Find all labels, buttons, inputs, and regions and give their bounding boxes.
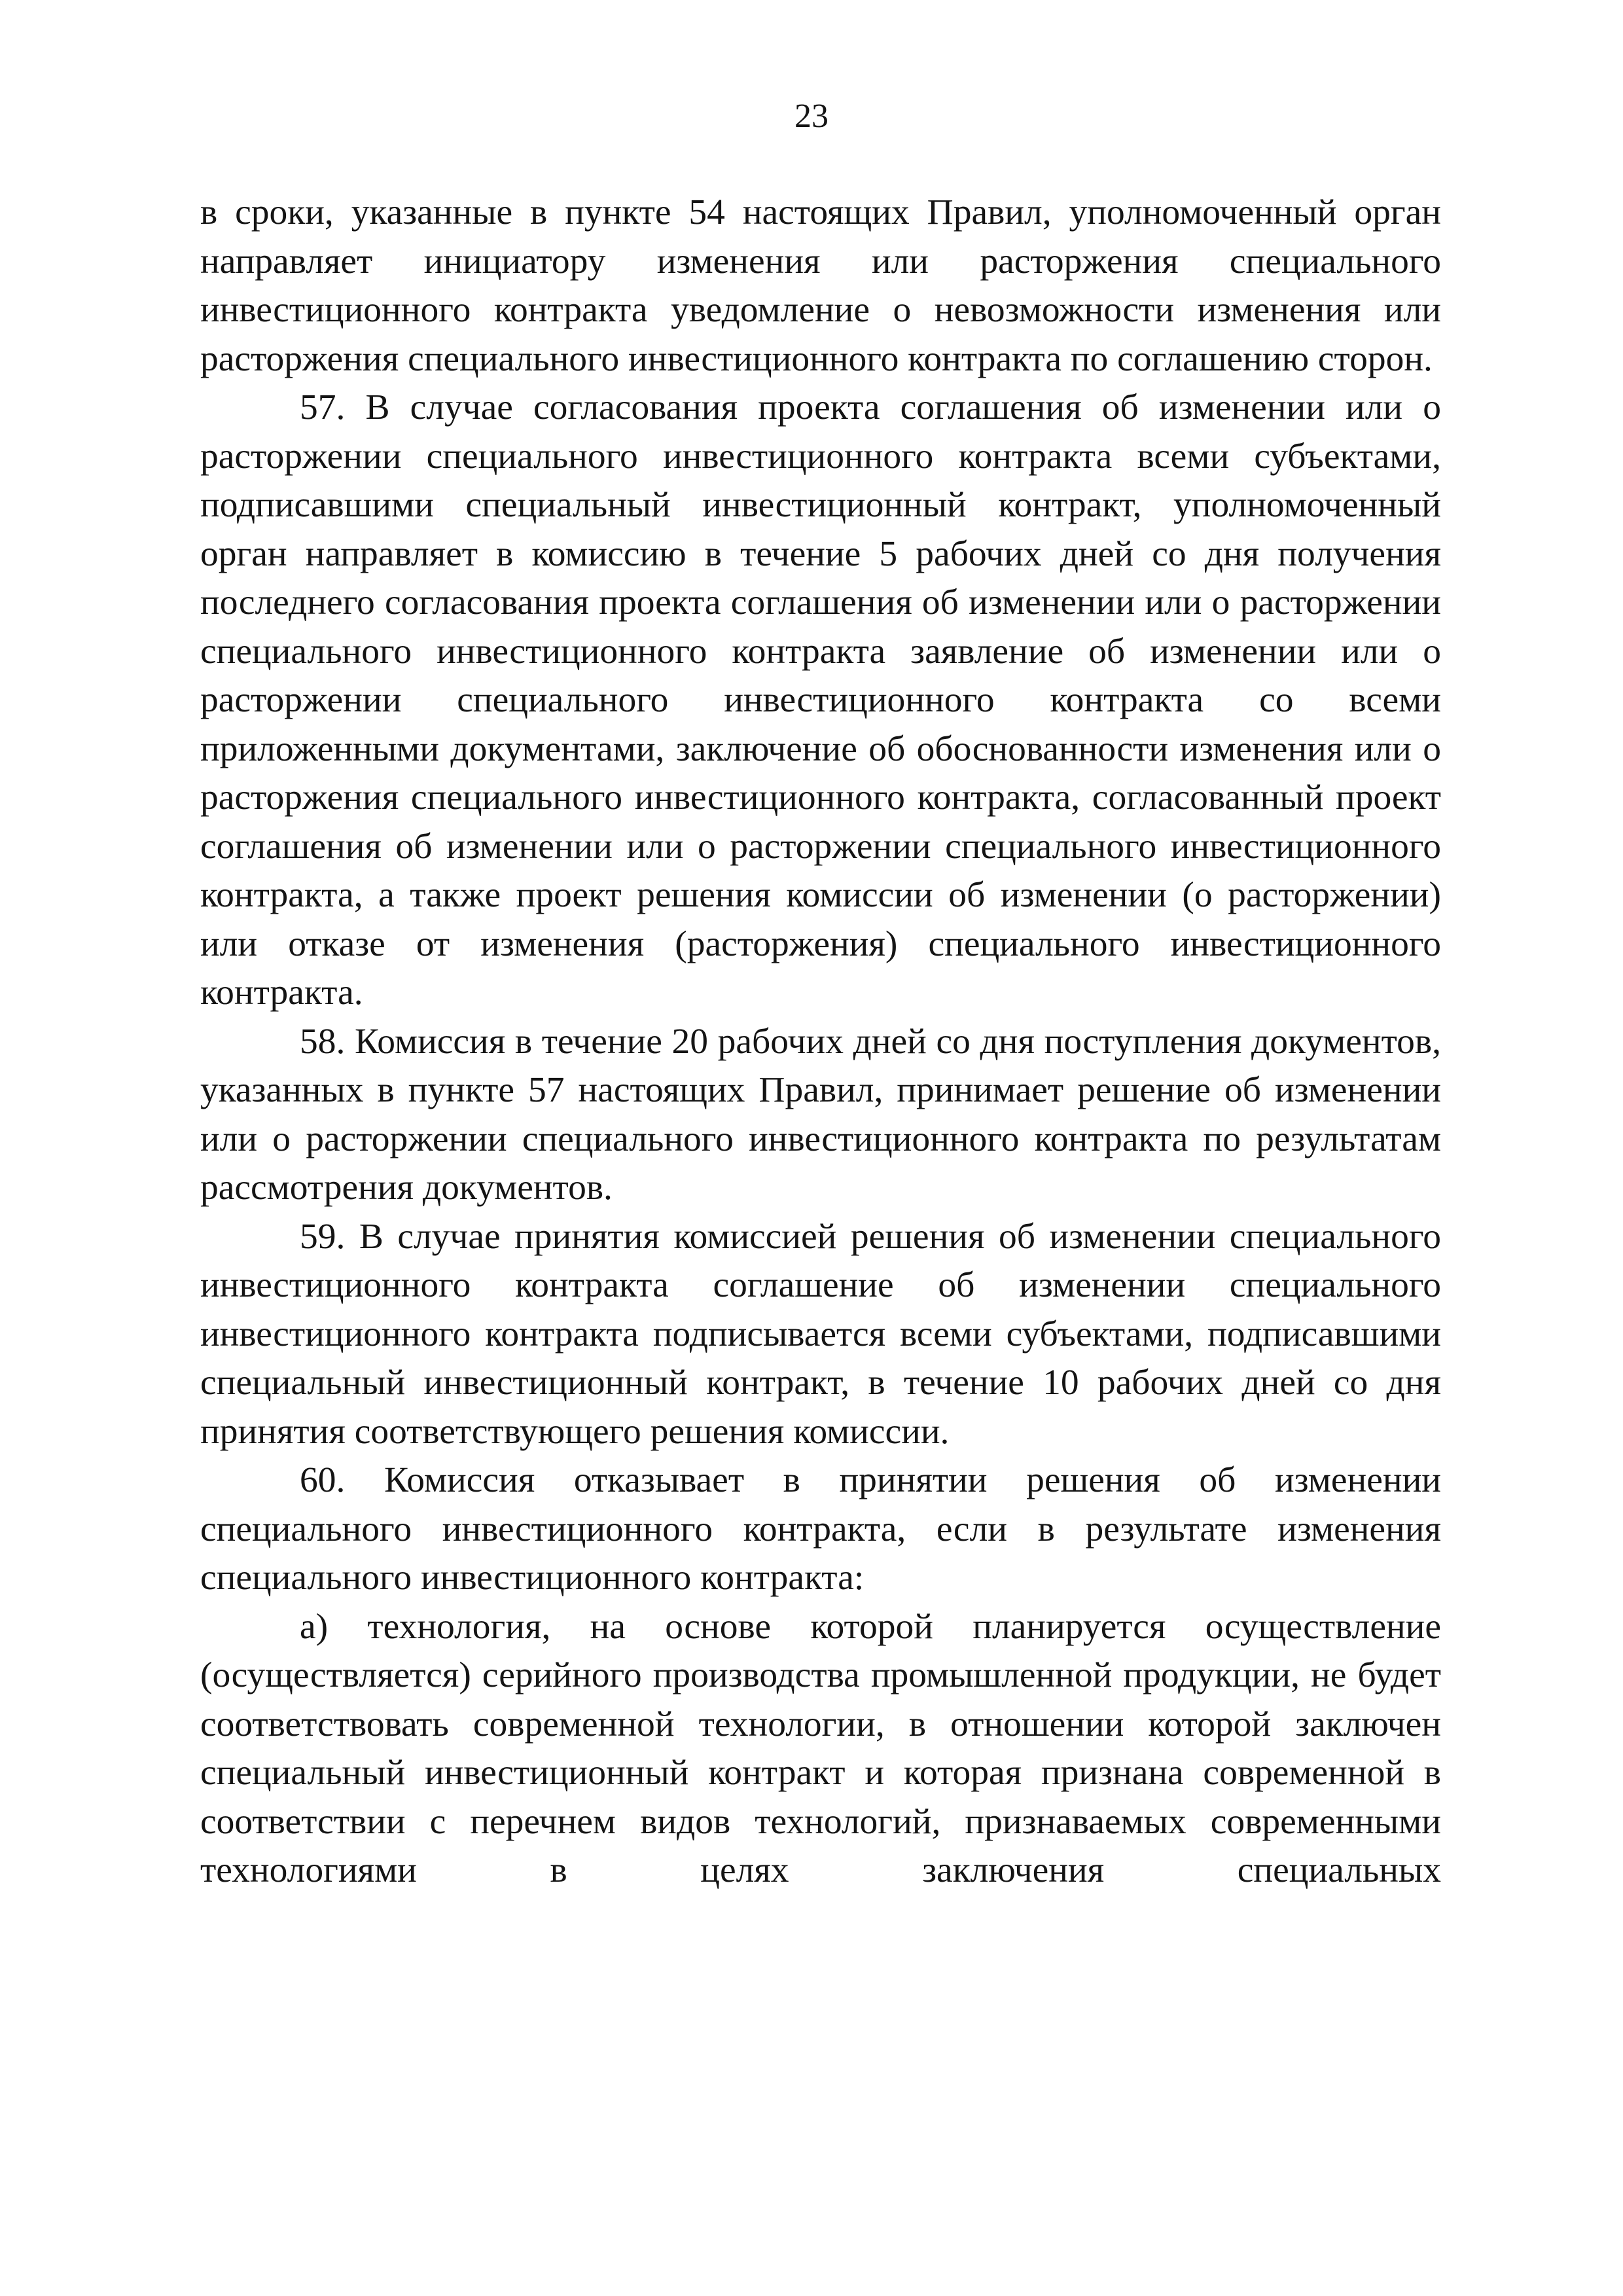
paragraph-57: 57. В случае согласования проекта соглашения об изменении или о расторжении специального инвестиционного контракта всеми субъектами, подписавшими специальный инвестиционный контракт, уполномоченный орган направляет в комиссию в течение 5 рабочих дней со дня получения последнего согласования проекта соглашения об изменении или о расторжении специального инвестиционного контракта заявление об изменении или о расторжении специального инвестиционного контракта со всеми приложенными документами, заключение об обоснованности изменения или о расторжения специального инвестиционного контракта, согласованный проект соглашения об изменении или о расторжении специального инвестиционного контракта, а также проект решения комиссии об изменении (о расторжении) или отказе от изменения (расторжения) специального инвестиционного контракта. <box>200 387 1441 1013</box>
paragraph-59: 59. В случае принятия комиссией решения об изменении специального инвестиционного контракта соглашение об изменении специального инвестиционного контракта подписывается всеми субъектами, подписавшими специальный инвестиционный контракт, в течение 10 рабочих дней со дня принятия соответствующего решения комиссии. <box>200 1216 1441 1452</box>
document-body <box>200 188 1441 1895</box>
paragraph-continuation: в сроки, указанные в пункте 54 настоящих Правил, уполномоченный орган направляет инициатору изменения или расторжения специального инвестиционного контракта уведомление о невозможности изменения или расторжения специального инвестиционного контракта по соглашению сторон. <box>200 192 1441 379</box>
paragraph-60-a: а) технология, на основе которой планируется осуществление (осуществляется) серийного производства промышленной продукции, не будет соответствовать современной технологии, в отношении которой заключен специальный инвестиционный контракт и которая признана современной в соответствии с перечнем видов технологий, признаваемых современными технологиями в целях заключения специальных <box>200 1606 1441 1890</box>
paragraph-58: 58. Комиссия в течение 20 рабочих дней со дня поступления документов, указанных в пункте 57 настоящих Правил, принимает решение об изменении или о расторжении специального инвестиционного контракта по результатам рассмотрения документов. <box>200 1021 1441 1208</box>
page-number: 23 <box>794 98 829 135</box>
paragraph-60: 60. Комиссия отказывает в принятии решения об изменении специального инвестиционного контракта, если в результате изменения специального инвестиционного контракта: <box>200 1460 1441 1598</box>
